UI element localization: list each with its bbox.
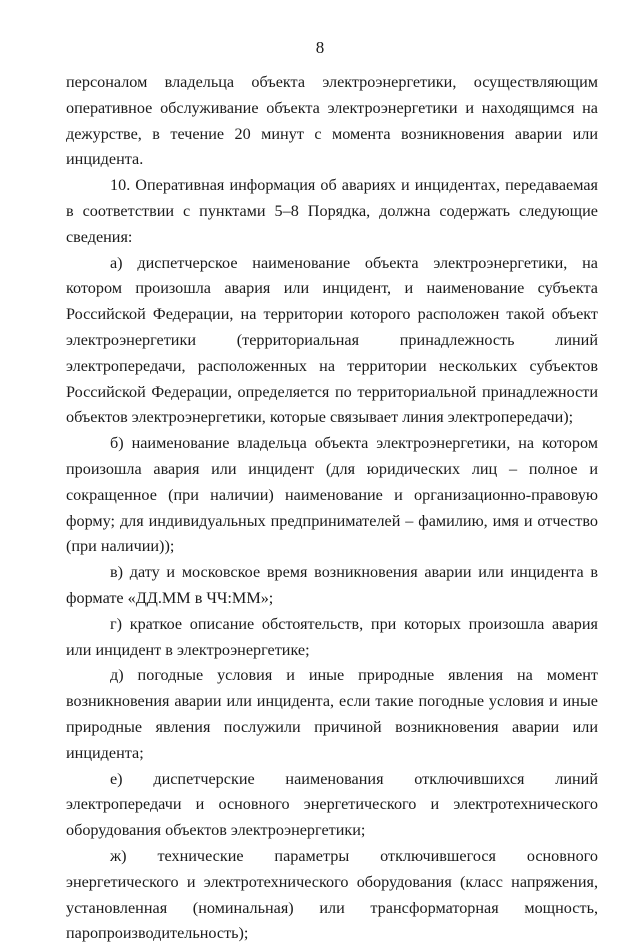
page-number: 8: [315, 38, 325, 57]
paragraph-subitem-zh: ж) технические параметры отключившегося основного энергетического и электротехнического оборудования (класс напряжения, установленная (номинальная) или трансформаторная мощность, паропроизводительность);: [66, 846, 598, 943]
paragraph-subitem-d: д) погодные условия и иные природные явления на момент возникновения аварии или инцидента, если такие погодные условия и иные природные явления послужили причиной возникновения аварии или инцидента;: [66, 666, 598, 762]
paragraph-subitem-e: е) диспетчерские наименования отключившихся линий электропередачи и основного энергетического и электротехнического оборудования объектов электроэнергетики;: [66, 769, 598, 840]
paragraph-subitem-b: б) наименование владельца объекта электроэнергетики, на котором произошла авария или инцидент (для юридических лиц – полное и сокращенное (при наличии) наименование и организационно-правовую форму; для индивидуальных предпринимателей – фамилию, имя и отчество (при наличии));: [66, 434, 598, 556]
document-body: [66, 70, 598, 947]
paragraph-subitem-v: в) дату и московское время возникновения аварии или инцидента в формате «ДД.ММ в ЧЧ:ММ»;: [66, 563, 598, 607]
paragraph-subitem-a: а) диспетчерское наименование объекта электроэнергетики, на котором произошла авария или инцидент, и наименование субъекта Российской Федерации, на территории которого расположен такой объект электроэнергетики (территориальная принадлежность линий электропередачи, расположенных на территории нескольких субъектов Российской Федерации, определяется по территориальной принадлежности объектов электроэнергетики, которые связывает линия электропередачи);: [66, 253, 598, 427]
paragraph-continuation: персоналом владельца объекта электроэнергетики, осуществляющим оперативное обслуживание объекта электроэнергетики и находящимся на дежурстве, в течение 20 минут с момента возникновения аварии или инцидента.: [66, 73, 598, 169]
paragraph-item-10: 10. Оперативная информация об авариях и инцидентах, передаваемая в соответствии с пунктами 5–8 Порядка, должна содержать следующие сведения:: [66, 176, 598, 246]
paragraph-subitem-g: г) краткое описание обстоятельств, при которых произошла авария или инцидент в электроэнергетике;: [66, 614, 598, 659]
